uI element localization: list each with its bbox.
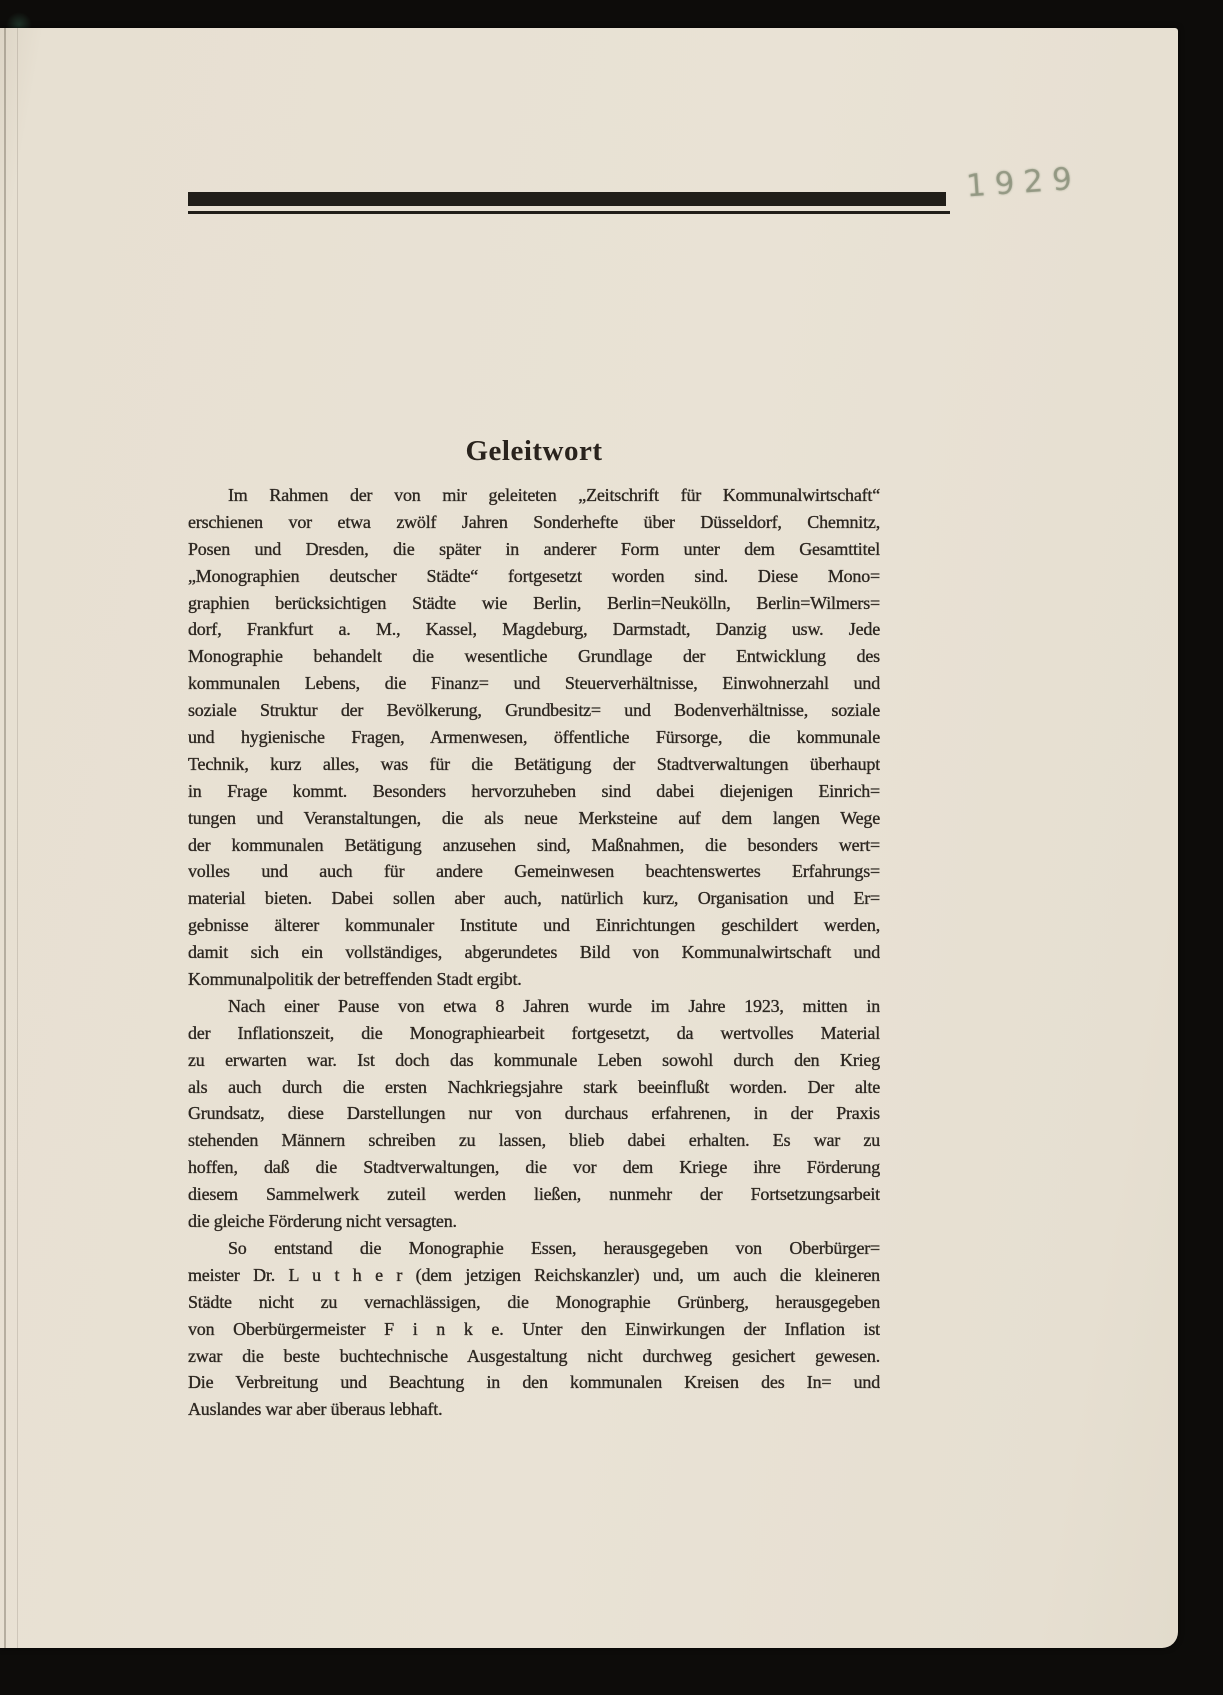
text-line: kommunalen Lebens, die Finanz= und Steuerverhältnisse, Einwohnerzahl und	[188, 673, 880, 694]
decorative-rule-thin	[188, 211, 950, 214]
text-line: „Monographien deutscher Städte“ fortgesetzt worden sind. Diese Mono=	[188, 565, 880, 586]
date-stamp: 1929	[964, 160, 1083, 205]
text-line: in Frage kommt. Besonders hervorzuheben sind dabei diejenigen Einrich=	[188, 780, 880, 801]
text-line: von Oberbürgermeister F i n k e. Unter den Einwirkungen der Inflation ist	[188, 1318, 880, 1339]
paragraph-container	[188, 482, 880, 1423]
text-line: zwar die beste buchtechnische Ausgestaltung nicht durchweg gesichert gewesen.	[188, 1345, 880, 1366]
text-line: als auch durch die ersten Nachkriegsjahre stark beeinflußt worden. Der alte	[188, 1076, 880, 1097]
text-line: Posen und Dresden, die später in anderer Form unter dem Gesamttitel	[188, 538, 880, 559]
text-line: meister Dr. L u t h e r (dem jetzigen Reichskanzler) und, um auch die kleineren	[188, 1264, 880, 1285]
text-line: graphien berücksichtigen Städte wie Berlin, Berlin=Neukölln, Berlin=Wilmers=	[188, 592, 880, 613]
text-line: zu erwarten war. Ist doch das kommunale Leben sowohl durch den Krieg	[188, 1049, 880, 1070]
page-title: Geleitwort	[465, 435, 603, 467]
text-line: erschienen vor etwa zwölf Jahren Sonderhefte über Düsseldorf, Chemnitz,	[188, 511, 880, 532]
text-line: Nach einer Pause von etwa 8 Jahren wurde im Jahre 1923, mitten in	[228, 995, 880, 1016]
foreword-paragraph	[188, 482, 880, 993]
text-line: stehenden Männern schreiben zu lassen, blieb dabei erhalten. Es war zu	[188, 1130, 880, 1151]
text-block	[188, 434, 880, 1423]
text-line: Die Verbreitung und Beachtung in den kommunalen Kreisen des In= und	[188, 1372, 880, 1393]
text-line: dorf, Frankfurt a. M., Kassel, Magdeburg, Darmstadt, Danzig usw. Jede	[188, 619, 880, 640]
text-line: tungen und Veranstaltungen, die als neue Merksteine auf dem langen Wege	[188, 807, 880, 828]
text-line: Städte nicht zu vernachlässigen, die Monographie Grünberg, herausgegeben	[188, 1291, 880, 1312]
text-line: Im Rahmen der von mir geleiteten „Zeitschrift für Kommunalwirtschaft“	[228, 485, 880, 505]
text-line: Grundsatz, diese Darstellungen nur von durchaus erfahrenen, in der Praxis	[188, 1103, 880, 1124]
decorative-rule-thick	[188, 192, 946, 206]
text-line: der kommunalen Betätigung anzusehen sind, Maßnahmen, die besonders wert=	[188, 834, 880, 855]
text-line: gebnisse älterer kommunaler Institute und Einrichtungen geschildert werden,	[188, 915, 880, 936]
text-line: Kommunalpolitik der betreffenden Stadt ergibt.	[188, 969, 522, 990]
text-line: soziale Struktur der Bevölkerung, Grundbesitz= und Bodenverhältnisse, soziale	[188, 700, 880, 721]
text-line: So entstand die Monographie Essen, herausgegeben von Oberbürger=	[228, 1237, 880, 1258]
text-line: Technik, kurz alles, was für die Betätigung der Stadtverwaltungen überhaupt	[188, 753, 880, 774]
text-line: hoffen, daß die Stadtverwaltungen, die vor dem Kriege ihre Förderung	[188, 1157, 880, 1178]
text-line: material bieten. Dabei sollen aber auch, natürlich kurz, Organisation und Er=	[188, 888, 880, 909]
text-line: und hygienische Fragen, Armenwesen, öffentliche Fürsorge, die kommunale	[188, 727, 880, 748]
text-line: der Inflationszeit, die Monographiearbeit fortgesetzt, da wertvolles Material	[188, 1022, 880, 1043]
text-line: volles und auch für andere Gemeinwesen beachtenswertes Erfahrungs=	[188, 861, 880, 882]
text-line: Monographie behandelt die wesentliche Grundlage der Entwicklung des	[188, 646, 880, 667]
text-line: Auslandes war aber überaus lebhaft.	[188, 1399, 443, 1420]
text-line: die gleiche Förderung nicht versagten.	[188, 1211, 457, 1232]
page-crease	[17, 28, 18, 1648]
page-crease	[4, 28, 6, 1648]
foreword-paragraph	[188, 1235, 880, 1423]
foreword-paragraph	[188, 993, 880, 1235]
text-line: diesem Sammelwerk zuteil werden ließen, nunmehr der Fortsetzungsarbeit	[188, 1184, 880, 1205]
text-line: damit sich ein vollständiges, abgerundetes Bild von Kommunalwirtschaft und	[188, 942, 880, 963]
